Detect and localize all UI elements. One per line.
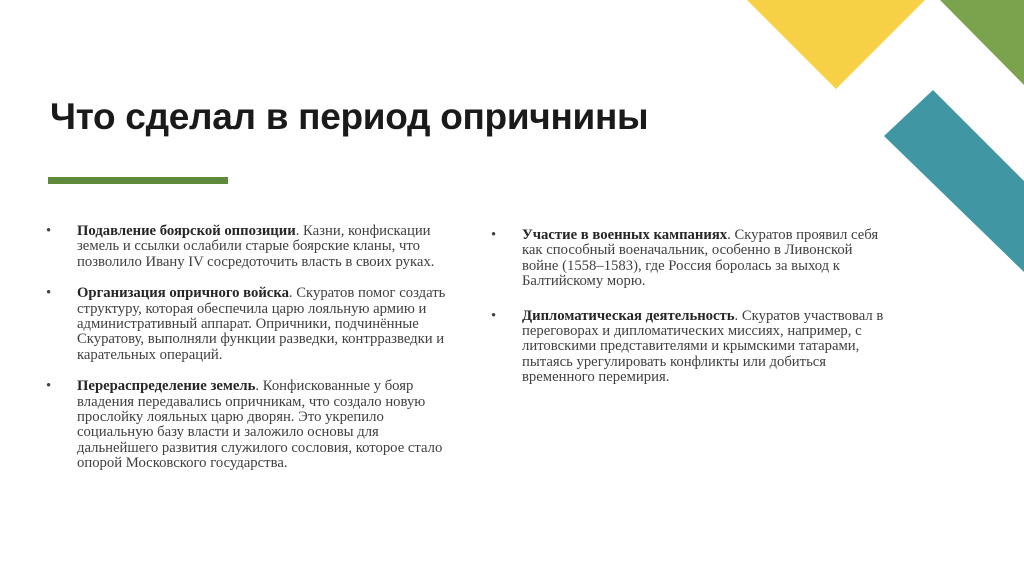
bullet-heading: Участие в военных кампаниях <box>522 227 728 243</box>
bullet-heading: Дипломатическая деятельность <box>522 307 735 324</box>
bullet-heading: Организация опричного войска <box>77 285 289 302</box>
bullet-item <box>491 309 891 386</box>
left-bullet-list <box>46 224 446 488</box>
bullet-dot: • <box>491 307 497 324</box>
bullet-dot: • <box>46 378 52 395</box>
right-bullet-list <box>491 228 891 405</box>
teal-band-shape <box>884 90 1024 272</box>
bullet-text: . Конфискованные у бояр владения передавались опричникам, что создало новую прослойку лояльных царю дворян. Это укрепило социальную базу власти и заложило основы для дальнейшего развития служилого сословия, которое стало опорой Московского государства. <box>77 378 443 472</box>
bullet-text: . Скуратов проявил себя как способный военачальник, особенно в Ливонской войне (1558–1583), где Россия боролась за выход к Балтийскому морю. <box>522 227 879 290</box>
bullet-item <box>46 286 446 363</box>
bullet-text: . Скуратов помог создать структуру, которая обеспечила царю лояльную армию и административный аппарат. Опричники, подчинённые Скуратову, выполняли функции разведки, контрразведки и карательных операций. <box>77 285 446 363</box>
green-triangle-shape <box>940 0 1024 85</box>
yellow-triangle-shape <box>747 0 925 89</box>
bullet-dot: • <box>491 227 497 243</box>
bullet-dot: • <box>46 223 52 239</box>
slide-title: Что сделал в период опричнины <box>50 96 649 137</box>
bullet-heading: Перераспределение земель <box>77 378 256 395</box>
bullet-dot: • <box>46 285 52 302</box>
bullet-item <box>46 224 446 270</box>
title-underline <box>48 177 228 184</box>
bullet-heading: Подавление боярской оппозиции <box>77 223 296 239</box>
bullet-item <box>491 228 891 290</box>
bullet-text: . Скуратов участвовал в переговорах и дипломатических миссиях, например, с литовскими представителями и крымскими татарами, пытаясь урегулировать конфликты или добиться временного перемирия. <box>522 307 884 386</box>
bullet-text: . Казни, конфискации земель и ссылки ослабили старые боярские кланы, что позволило Ивану IV сосредоточить власть в своих руках. <box>77 223 435 270</box>
bullet-item <box>46 379 446 471</box>
